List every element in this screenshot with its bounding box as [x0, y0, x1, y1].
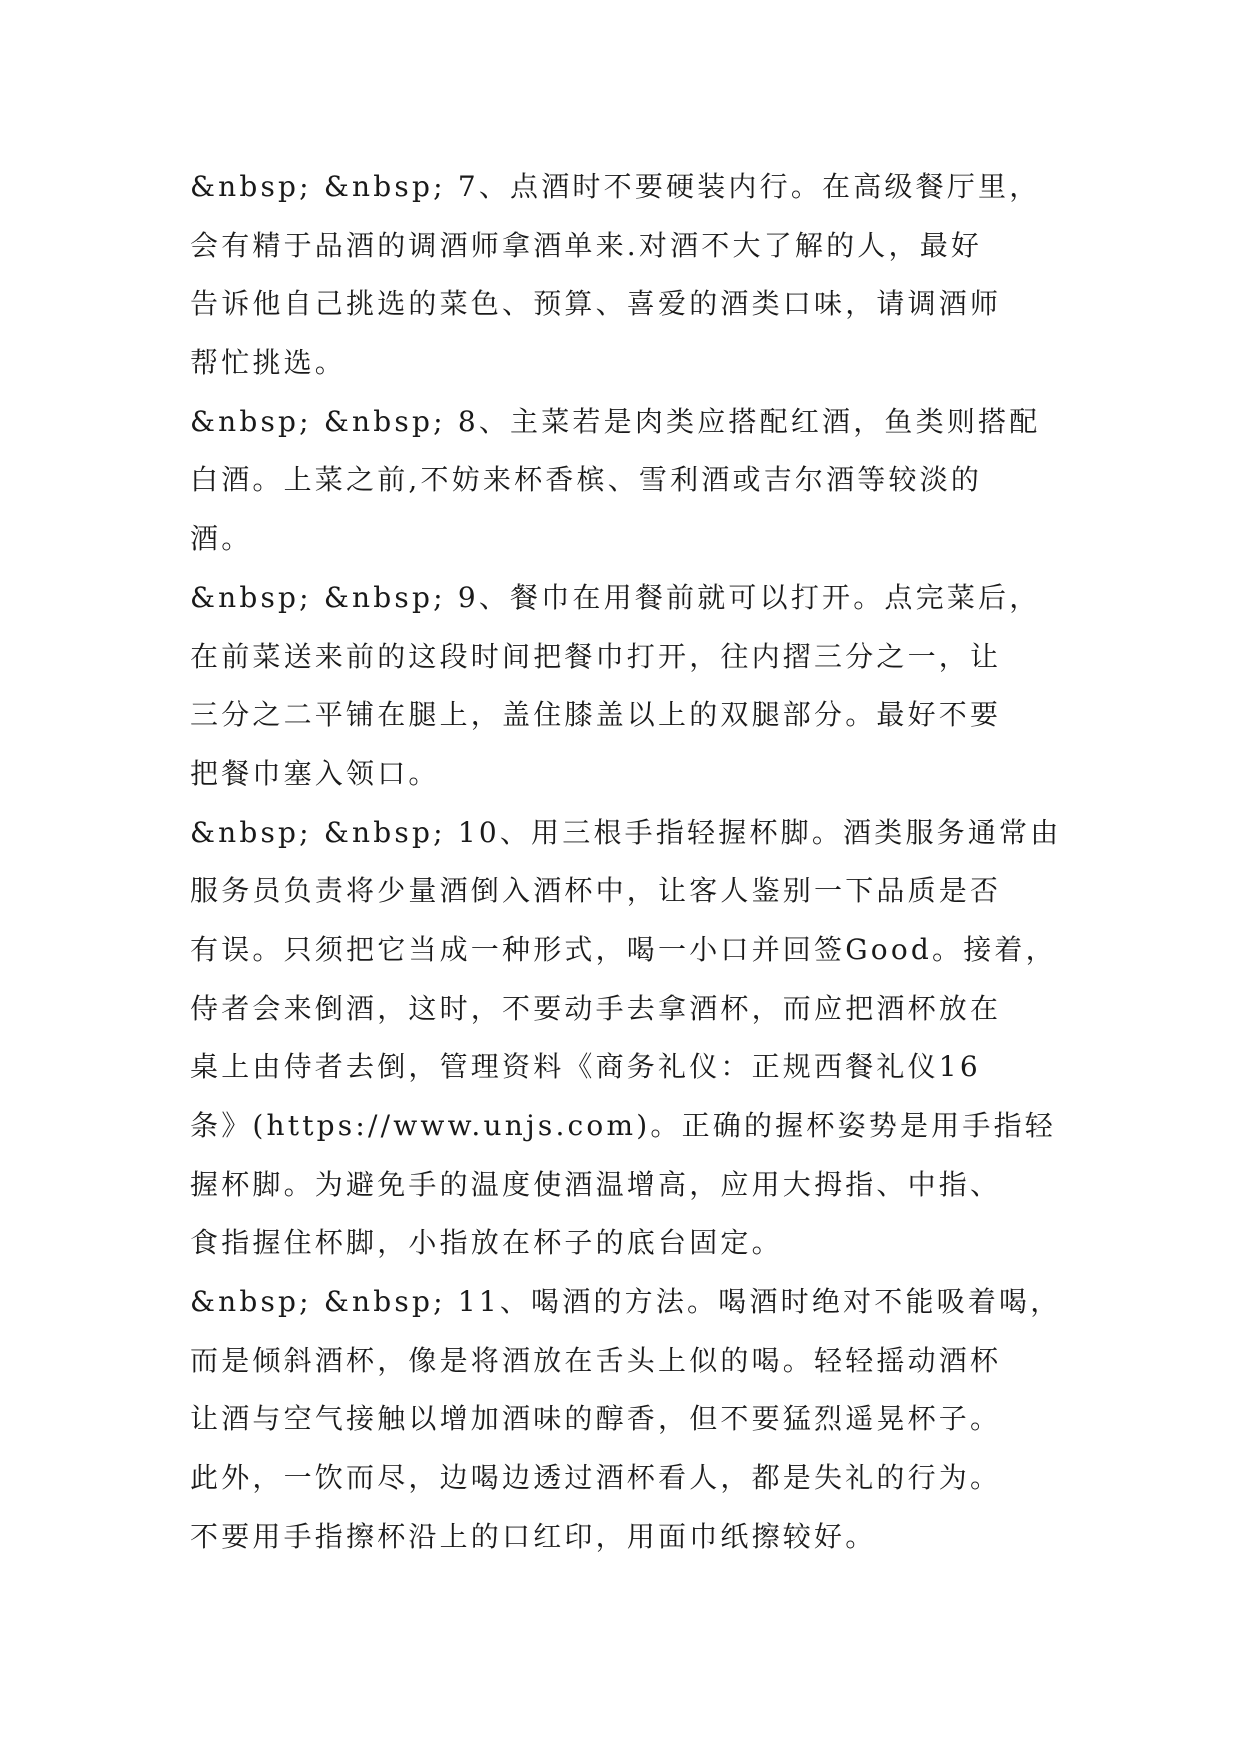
text-line: 有误。只须把它当成一种形式，喝一小口并回签Good。接着，: [190, 932, 1057, 966]
text-line: 条》(https://www.unjs.com)。正确的握杯姿势是用手指轻: [190, 1109, 1056, 1142]
text-line: &nbsp; &nbsp; 8、主菜若是肉类应搭配红酒，鱼类则搭配: [190, 404, 1041, 438]
text-line: 会有精于品酒的调酒师拿酒单来.对酒不大了解的人，最好: [190, 228, 983, 262]
text-line: 服务员负责将少量酒倒入酒杯中，让客人鉴别一下品质是否: [190, 874, 1002, 908]
document-body: [190, 158, 1080, 1567]
text-line: 食指握住杯脚，小指放在杯子的底台固定。: [190, 1226, 783, 1260]
text-line: &nbsp; &nbsp; 10、用三根手指轻握杯脚。酒类服务通常由: [190, 815, 1062, 849]
text-line: 而是倾斜酒杯，像是将酒放在舌头上似的喝。轻轻摇动酒杯: [190, 1343, 1002, 1377]
text-line: 三分之二平铺在腿上，盖住膝盖以上的双腿部分。最好不要: [190, 698, 1002, 732]
text-line: 此外，一饮而尽，边喝边透过酒杯看人，都是失礼的行为。: [190, 1461, 1002, 1495]
text-line: 让酒与空气接触以增加酒味的醇香，但不要猛烈遥晃杯子。: [190, 1402, 1002, 1436]
paragraph-10: [190, 804, 1080, 1274]
text-line: 侍者会来倒酒，这时，不要动手去拿酒杯，而应把酒杯放在: [190, 991, 1002, 1025]
text-line: 不要用手指擦杯沿上的口红印，用面巾纸擦较好。: [190, 1519, 877, 1553]
text-line: 把餐巾塞入领口。: [190, 756, 440, 790]
paragraph-9: [190, 569, 1080, 804]
text-line: 在前菜送来前的这段时间把餐巾打开，往内摺三分之一，让: [190, 639, 1002, 673]
paragraph-8: [190, 393, 1080, 569]
text-line: 握杯脚。为避免手的温度使酒温增高，应用大拇指、中指、: [190, 1167, 1002, 1201]
paragraph-11: [190, 1273, 1080, 1566]
text-line: &nbsp; &nbsp; 7、点酒时不要硬装内行。在高级餐厅里，: [190, 170, 1041, 203]
paragraph-7: [190, 158, 1080, 393]
text-line: 帮忙挑选。: [190, 346, 347, 380]
text-line: 桌上由侍者去倒，管理资料《商务礼仪：正规西餐礼仪16: [190, 1050, 981, 1084]
text-line: 白酒。上菜之前,不妨来杯香槟、雪利酒或吉尔酒等较淡的: [190, 463, 983, 497]
text-line: &nbsp; &nbsp; 11、喝酒的方法。喝酒时绝对不能吸着喝，: [190, 1285, 1062, 1319]
text-line: 酒。: [190, 522, 253, 556]
text-line: &nbsp; &nbsp; 9、餐巾在用餐前就可以打开。点完菜后，: [190, 580, 1041, 614]
text-line: 告诉他自己挑选的菜色、预算、喜爱的酒类口味，请调酒师: [190, 287, 1002, 321]
